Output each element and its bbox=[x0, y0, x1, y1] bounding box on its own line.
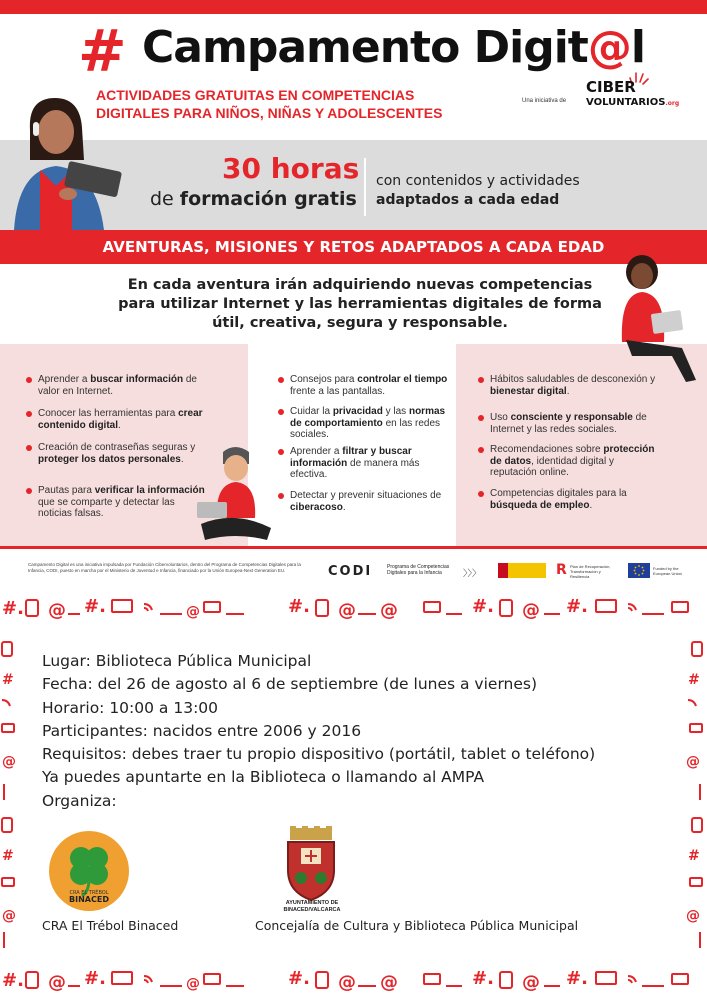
svg-text:@: @ bbox=[338, 972, 356, 993]
page-title bbox=[142, 22, 645, 73]
svg-text:#.: #. bbox=[2, 970, 24, 991]
cibervoluntarios-logo bbox=[586, 80, 679, 111]
recovery-plan-logo: R bbox=[556, 562, 567, 578]
banner-text: AVENTURAS, MISIONES Y RETOS ADAPTADOS A CADA EDAD bbox=[102, 238, 605, 256]
svg-text:#.: #. bbox=[84, 596, 106, 617]
cra-el-trebol-logo bbox=[48, 830, 130, 912]
activity-item: Uso consciente y responsable de Internet y las redes sociales. bbox=[490, 412, 647, 435]
title-part-1: Campamento Digit bbox=[142, 22, 588, 73]
bullet-dot bbox=[278, 449, 284, 455]
svg-text:#: # bbox=[688, 672, 700, 688]
hours-title: 30 horas bbox=[222, 152, 360, 185]
contenidos-line-1: con contenidos y actividades bbox=[376, 173, 580, 189]
svg-text:@: @ bbox=[522, 600, 540, 621]
bullet-dot bbox=[26, 488, 32, 494]
svg-text:#.: #. bbox=[2, 598, 24, 619]
codi-logo: CODI bbox=[328, 564, 373, 579]
info-participantes: Participantes: nacidos entre 2006 y 2016 bbox=[42, 721, 362, 740]
voluntarios-text: VOLUNTARIOS bbox=[586, 97, 666, 108]
info-lugar: Lugar: Biblioteca Pública Municipal bbox=[42, 652, 312, 670]
ciber-text: CIBER bbox=[586, 78, 636, 96]
info-fecha: Fecha: del 26 de agosto al 6 de septiembre (de lunes a viernes) bbox=[42, 675, 538, 694]
activity-item: Conocer las herramientas para crear contenido digital. bbox=[38, 408, 203, 431]
svg-text:@: @ bbox=[522, 972, 540, 993]
activity-item: Aprender a buscar información de valor en Internet. bbox=[38, 374, 197, 397]
svg-text:@: @ bbox=[2, 754, 16, 770]
contenidos-text bbox=[376, 172, 580, 210]
svg-text:#.: #. bbox=[288, 968, 310, 989]
spain-government-logo bbox=[498, 563, 546, 578]
intro-line-1: En cada aventura irán adquiriendo nuevas competencias bbox=[127, 277, 593, 293]
codi-subtitle: Programa de Competencias Digitales para la Infancia bbox=[387, 564, 450, 576]
subtitle-line-2: DIGITALES PARA NIÑOS, NIÑAS Y ADOLESCENTES bbox=[96, 105, 443, 121]
activity-item: Cuidar la privacidad y las normas de comportamiento en las redes sociales. bbox=[290, 406, 446, 440]
logo1-text2: BINACED bbox=[69, 895, 109, 904]
info-requisitos: Requisitos: debes traer tu propio dispositivo (portátil, tablet o teléfono) bbox=[42, 745, 596, 764]
intro-line-3: útil, creativa, segura y responsable. bbox=[212, 315, 508, 331]
formacion-bold: formación gratis bbox=[179, 188, 357, 210]
svg-text:#: # bbox=[688, 848, 700, 864]
chevrons-icon: 〉〉〉 bbox=[463, 568, 482, 578]
eu-funded-text: Funded by the European Union bbox=[653, 566, 682, 576]
activity-item: Competencias digitales para la búsqueda de empleo. bbox=[490, 488, 627, 511]
event-info bbox=[42, 650, 595, 813]
subtitle-line-1: ACTIVIDADES GRATUITAS EN COMPETENCIAS bbox=[96, 87, 415, 103]
municipal-coat-of-arms bbox=[282, 826, 340, 902]
svg-text:@: @ bbox=[380, 600, 398, 621]
title-at-symbol: @ bbox=[587, 22, 631, 73]
bullet-dot bbox=[478, 447, 484, 453]
svg-text:#.: #. bbox=[566, 596, 588, 617]
organizer-2-label: Concejalía de Cultura y Biblioteca Pública Municipal bbox=[255, 918, 579, 933]
contenidos-line-2: adaptados a cada edad bbox=[376, 192, 560, 208]
svg-text:#.: #. bbox=[84, 968, 106, 989]
formacion-text bbox=[150, 188, 357, 210]
activity-item: Creación de contraseñas seguras y proteger los datos personales. bbox=[38, 442, 196, 465]
band-divider bbox=[364, 158, 366, 216]
footer-disclaimer: Campamento Digital es una iniciativa impulsada por Fundación Cibervoluntarios, dentro del Programa de Competencias Digitales para la Infancia, CODI, puesto en marcha por el Ministerio de Juventud e Infancia, financiado por la Unión Europea-Next Generation EU. bbox=[28, 562, 301, 573]
iniciativa-label: Una iniciativa de bbox=[522, 98, 567, 104]
svg-text:@: @ bbox=[686, 754, 700, 770]
svg-text:@: @ bbox=[2, 908, 16, 924]
bullet-dot bbox=[278, 377, 284, 383]
boy-with-laptop-illustration bbox=[612, 252, 702, 392]
svg-text:#.: #. bbox=[288, 596, 310, 617]
ayto-line-1: AYUNTAMIENTO DE bbox=[285, 900, 339, 906]
info-inscripcion: Ya puedes apuntarte en la Biblioteca o llamando al AMPA bbox=[42, 768, 485, 787]
top-red-bar bbox=[0, 0, 707, 14]
svg-text:@: @ bbox=[48, 600, 66, 621]
activity-item: Hábitos saludables de desconexión y bienestar digital. bbox=[490, 374, 656, 397]
hash-symbol: # bbox=[78, 17, 127, 85]
svg-text:#.: #. bbox=[472, 596, 494, 617]
activity-item: Recomendaciones sobre protección de datos, identidad digital y reputación online. bbox=[490, 444, 655, 478]
bullet-dot bbox=[26, 445, 32, 451]
activity-item: Pautas para verificar la información que se comparte y detectar las noticias falsas. bbox=[38, 485, 205, 519]
svg-text:@: @ bbox=[380, 972, 398, 993]
intro-paragraph bbox=[110, 276, 610, 333]
ayuntamiento-caption bbox=[270, 900, 354, 914]
organizer-1-label: CRA El Trébol Binaced bbox=[42, 918, 179, 933]
activity-item: Detectar y prevenir situaciones de ciberacoso. bbox=[290, 490, 442, 513]
bullet-dot bbox=[26, 377, 32, 383]
bullet-dot bbox=[26, 411, 32, 417]
svg-text:@: @ bbox=[48, 972, 66, 993]
bullet-dot bbox=[478, 377, 484, 383]
subtitle bbox=[96, 86, 496, 122]
sitting-boy-illustration bbox=[195, 444, 275, 549]
svg-text:@: @ bbox=[186, 976, 200, 992]
bullet-dot bbox=[478, 491, 484, 497]
bullet-dot bbox=[278, 493, 284, 499]
info-organiza: Organiza: bbox=[42, 791, 117, 810]
logo1-text: CRA EL TRÉBOL bbox=[69, 890, 109, 896]
ayto-line-2: BINACED/VALCARCA bbox=[283, 907, 341, 913]
svg-text:@: @ bbox=[686, 908, 700, 924]
activity-item: Consejos para controlar el tiempo frente a las pantallas. bbox=[290, 374, 448, 397]
svg-text:#.: #. bbox=[472, 968, 494, 989]
svg-text:#: # bbox=[2, 672, 14, 688]
title-part-2: l bbox=[630, 22, 645, 73]
svg-text:@: @ bbox=[338, 600, 356, 621]
bullet-dot bbox=[478, 415, 484, 421]
svg-text:#: # bbox=[2, 848, 14, 864]
girl-with-tablet-illustration bbox=[0, 90, 130, 230]
svg-text:#.: #. bbox=[566, 968, 588, 989]
intro-line-2: para utilizar Internet y las herramientas digitales de forma bbox=[118, 296, 602, 312]
svg-text:@: @ bbox=[186, 604, 200, 620]
info-horario: Horario: 10:00 a 13:00 bbox=[42, 698, 219, 717]
eu-flag-icon bbox=[628, 563, 650, 578]
formacion-pre: de bbox=[150, 188, 180, 210]
recovery-plan-text: Plan de Recuperación, Transformación y Resiliencia bbox=[570, 564, 611, 579]
org-text: .org bbox=[665, 100, 680, 107]
bullet-dot bbox=[278, 409, 284, 415]
activity-item: Aprender a filtrar y buscar información de manera más efectiva. bbox=[290, 446, 420, 480]
